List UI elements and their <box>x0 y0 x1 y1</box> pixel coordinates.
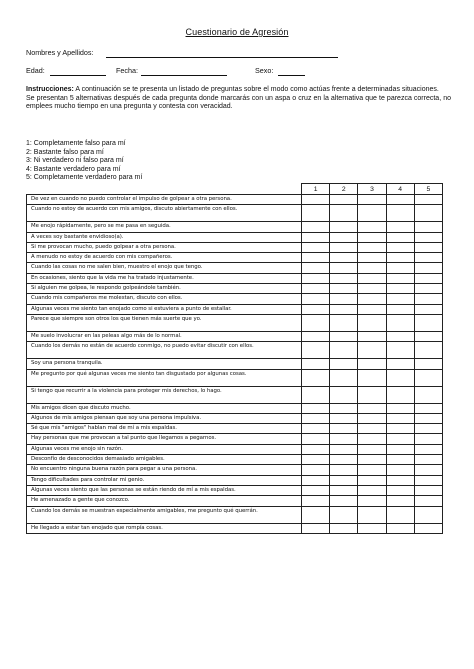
answer-cell-1[interactable] <box>302 434 330 444</box>
table-row <box>27 273 443 283</box>
answer-cell-2[interactable] <box>330 242 358 252</box>
answer-cell-3[interactable] <box>358 413 386 423</box>
answer-cell-2[interactable] <box>330 506 358 523</box>
answer-cell-1[interactable] <box>302 386 330 403</box>
answer-cell-4[interactable] <box>386 413 414 423</box>
answer-cell-4[interactable] <box>386 304 414 314</box>
answer-cell-1[interactable] <box>302 465 330 475</box>
answer-cell-2[interactable] <box>330 273 358 283</box>
scale-item: 2: Bastante falso para mí <box>26 148 104 156</box>
answer-cell-4[interactable] <box>386 369 414 386</box>
answer-cell-5[interactable] <box>414 369 442 386</box>
table-row <box>27 424 443 434</box>
sex-label: Sexo: <box>255 66 274 75</box>
answer-cell-3[interactable] <box>358 222 386 232</box>
table-row <box>27 475 443 485</box>
answer-cell-1[interactable] <box>302 195 330 205</box>
answer-cell-5[interactable] <box>414 331 442 341</box>
questionnaire-table <box>26 183 443 534</box>
table-row <box>27 403 443 413</box>
answer-cell-4[interactable] <box>386 386 414 403</box>
answer-cell-4[interactable] <box>386 506 414 523</box>
question-text: Algunas veces siento que las personas se están riendo de mí a mis espaldas. <box>27 485 302 495</box>
answer-cell-3[interactable] <box>358 304 386 314</box>
answer-cell-4[interactable] <box>386 434 414 444</box>
answer-cell-1[interactable] <box>302 496 330 506</box>
answer-cell-2[interactable] <box>330 195 358 205</box>
answer-cell-2[interactable] <box>330 284 358 294</box>
answer-cell-1[interactable] <box>302 413 330 423</box>
answer-cell-3[interactable] <box>358 195 386 205</box>
answer-cell-1[interactable] <box>302 444 330 454</box>
table-row <box>27 413 443 423</box>
answer-cell-3[interactable] <box>358 455 386 465</box>
answer-cell-5[interactable] <box>414 475 442 485</box>
answer-cell-1[interactable] <box>302 273 330 283</box>
answer-cell-5[interactable] <box>414 485 442 495</box>
answer-cell-2[interactable] <box>330 496 358 506</box>
table-header-row <box>27 184 443 195</box>
answer-cell-2[interactable] <box>330 475 358 485</box>
question-text: Me suelo involucrar en las peleas algo más de lo normal. <box>27 331 302 341</box>
question-text: De vez en cuando no puedo controlar el impulso de golpear a otra persona. <box>27 195 302 205</box>
answer-cell-5[interactable] <box>414 523 442 533</box>
header-option: 3 <box>358 184 386 195</box>
table-row <box>27 263 443 273</box>
answer-cell-2[interactable] <box>330 465 358 475</box>
answer-cell-5[interactable] <box>414 342 442 359</box>
answer-cell-5[interactable] <box>414 263 442 273</box>
table-row <box>27 314 443 331</box>
question-text: Me pregunto por qué algunas veces me siento tan disgustado por algunas cosas. <box>27 369 302 386</box>
answer-cell-3[interactable] <box>358 273 386 283</box>
answer-cell-4[interactable] <box>386 455 414 465</box>
question-text: Cuando los demás se muestran especialmente amigables, me pregunto qué querrán. <box>27 506 302 523</box>
answer-cell-5[interactable] <box>414 506 442 523</box>
answer-cell-4[interactable] <box>386 496 414 506</box>
question-text: Si alguien me golpea, le respondo golpeándole también. <box>27 284 302 294</box>
answer-cell-2[interactable] <box>330 304 358 314</box>
question-text: A menudo no estoy de acuerdo con mis compañeros. <box>27 253 302 263</box>
question-text: He llegado a estar tan enojado que rompía cosas. <box>27 523 302 533</box>
table-row <box>27 242 443 252</box>
answer-cell-5[interactable] <box>414 222 442 232</box>
date-field[interactable] <box>141 75 227 76</box>
table-row <box>27 386 443 403</box>
question-text: Algunas veces me siento tan enojado como si estuviera a punto de estallar. <box>27 304 302 314</box>
table-row <box>27 331 443 341</box>
answer-cell-4[interactable] <box>386 424 414 434</box>
table-row <box>27 523 443 533</box>
answer-cell-4[interactable] <box>386 195 414 205</box>
header-option: 2 <box>330 184 358 195</box>
answer-cell-5[interactable] <box>414 455 442 465</box>
scale-item: 5: Completamente verdadero para mí <box>26 174 143 182</box>
answer-cell-1[interactable] <box>302 284 330 294</box>
answer-cell-5[interactable] <box>414 273 442 283</box>
table-row <box>27 455 443 465</box>
question-text: Soy una persona tranquila. <box>27 359 302 369</box>
answer-cell-3[interactable] <box>358 523 386 533</box>
answer-cell-5[interactable] <box>414 294 442 304</box>
answer-cell-4[interactable] <box>386 253 414 263</box>
answer-cell-4[interactable] <box>386 485 414 495</box>
answer-cell-3[interactable] <box>358 506 386 523</box>
scale-item: 3: Ni verdadero ni falso para mí <box>26 157 124 165</box>
answer-cell-1[interactable] <box>302 242 330 252</box>
table-row <box>27 369 443 386</box>
answer-cell-5[interactable] <box>414 386 442 403</box>
table-row <box>27 359 443 369</box>
age-label: Edad: <box>26 66 45 75</box>
answer-cell-4[interactable] <box>386 242 414 252</box>
answer-cell-5[interactable] <box>414 359 442 369</box>
question-text: Si tengo que recurrir a la violencia para proteger mis derechos, lo hago. <box>27 386 302 403</box>
answer-cell-1[interactable] <box>302 222 330 232</box>
answer-cell-2[interactable] <box>330 314 358 331</box>
question-text: Algunas veces me enojo sin razón. <box>27 444 302 454</box>
answer-cell-1[interactable] <box>302 523 330 533</box>
answer-cell-1[interactable] <box>302 232 330 242</box>
question-text: Cuando mis compañeros me molestan, discuto con ellos. <box>27 294 302 304</box>
answer-cell-5[interactable] <box>414 304 442 314</box>
answer-cell-1[interactable] <box>302 342 330 359</box>
question-text: Me enojo rápidamente, pero se me pasa en seguida. <box>27 222 302 232</box>
answer-cell-2[interactable] <box>330 424 358 434</box>
header-question <box>27 184 302 195</box>
answer-cell-4[interactable] <box>386 314 414 331</box>
table-row <box>27 253 443 263</box>
question-text: He amenazado a gente que conozco. <box>27 496 302 506</box>
answer-cell-4[interactable] <box>386 284 414 294</box>
table-row <box>27 284 443 294</box>
question-text: A veces soy bastante envidioso(a). <box>27 232 302 242</box>
answer-cell-1[interactable] <box>302 263 330 273</box>
answer-cell-3[interactable] <box>358 465 386 475</box>
answer-cell-3[interactable] <box>358 284 386 294</box>
answer-cell-3[interactable] <box>358 253 386 263</box>
questions-body <box>27 195 443 534</box>
question-text: En ocasiones, siento que la vida me ha tratado injustamente. <box>27 273 302 283</box>
answer-cell-2[interactable] <box>330 386 358 403</box>
sex-field[interactable] <box>278 75 305 76</box>
answer-cell-3[interactable] <box>358 434 386 444</box>
answer-cell-5[interactable] <box>414 424 442 434</box>
answer-cell-2[interactable] <box>330 205 358 222</box>
answer-cell-3[interactable] <box>358 263 386 273</box>
answer-cell-4[interactable] <box>386 222 414 232</box>
table-row <box>27 232 443 242</box>
answer-cell-5[interactable] <box>414 232 442 242</box>
answer-cell-4[interactable] <box>386 205 414 222</box>
question-text: Parece que siempre son otros los que tienen más suerte que yo. <box>27 314 302 331</box>
answer-cell-2[interactable] <box>330 232 358 242</box>
answer-cell-1[interactable] <box>302 475 330 485</box>
answer-cell-1[interactable] <box>302 359 330 369</box>
answer-cell-1[interactable] <box>302 304 330 314</box>
instructions-text-1: A continuación se te presenta un listado de preguntas sobre el modo como actúas frente a determinadas situaciones. <box>73 86 439 93</box>
question-text: Mis amigos dicen que discuto mucho. <box>27 403 302 413</box>
answer-cell-2[interactable] <box>330 485 358 495</box>
answer-cell-3[interactable] <box>358 314 386 331</box>
answer-cell-4[interactable] <box>386 523 414 533</box>
header-option: 4 <box>386 184 414 195</box>
table-row <box>27 485 443 495</box>
answer-cell-4[interactable] <box>386 403 414 413</box>
answer-cell-1[interactable] <box>302 369 330 386</box>
answer-cell-2[interactable] <box>330 253 358 263</box>
answer-cell-5[interactable] <box>414 284 442 294</box>
answer-cell-5[interactable] <box>414 253 442 263</box>
answer-cell-1[interactable] <box>302 331 330 341</box>
question-text: Si me provocan mucho, puedo golpear a otra persona. <box>27 242 302 252</box>
scale-legend <box>26 140 142 183</box>
answer-cell-3[interactable] <box>358 386 386 403</box>
table-row <box>27 205 443 222</box>
answer-cell-5[interactable] <box>414 444 442 454</box>
answer-cell-5[interactable] <box>414 205 442 222</box>
answer-cell-4[interactable] <box>386 263 414 273</box>
answer-cell-4[interactable] <box>386 273 414 283</box>
name-label: Nombres y Apellidos: <box>26 48 94 57</box>
table-row <box>27 496 443 506</box>
question-text: Desconfío de desconocidos demasiado amigables. <box>27 455 302 465</box>
question-text: Tengo dificultades para controlar mi genio. <box>27 475 302 485</box>
answer-cell-4[interactable] <box>386 444 414 454</box>
answer-cell-2[interactable] <box>330 523 358 533</box>
answer-cell-5[interactable] <box>414 465 442 475</box>
instructions-text-2: Se presentan 5 alternativas después de cada pregunta donde marcarás con un aspa o cruz en la alternativa que te parezca correcta, no emplees mucho tiempo en una pregunta y contesta con veracidad. <box>26 94 451 111</box>
page-title: Cuestionario de Agresión <box>185 27 289 37</box>
table-row <box>27 465 443 475</box>
answer-cell-1[interactable] <box>302 403 330 413</box>
answer-cell-2[interactable] <box>330 403 358 413</box>
answer-cell-4[interactable] <box>386 465 414 475</box>
answer-cell-2[interactable] <box>330 434 358 444</box>
question-text: Hay personas que me provocan a tal punto que llegamos a pegarnos. <box>27 434 302 444</box>
answer-cell-4[interactable] <box>386 342 414 359</box>
date-label: Fecha: <box>116 66 138 75</box>
table-row <box>27 222 443 232</box>
answer-cell-5[interactable] <box>414 413 442 423</box>
answer-cell-3[interactable] <box>358 444 386 454</box>
question-text: Sé que mis "amigos" hablan mal de mí a mis espaldas. <box>27 424 302 434</box>
answer-cell-4[interactable] <box>386 294 414 304</box>
table-row <box>27 506 443 523</box>
table-row <box>27 342 443 359</box>
header-option: 5 <box>414 184 442 195</box>
answer-cell-1[interactable] <box>302 205 330 222</box>
answer-cell-3[interactable] <box>358 359 386 369</box>
answer-cell-3[interactable] <box>358 485 386 495</box>
table-row <box>27 444 443 454</box>
answer-cell-1[interactable] <box>302 455 330 465</box>
question-text: No encuentro ninguna buena razón para pegar a una persona. <box>27 465 302 475</box>
answer-cell-3[interactable] <box>358 205 386 222</box>
answer-cell-3[interactable] <box>358 242 386 252</box>
answer-cell-2[interactable] <box>330 413 358 423</box>
answer-cell-4[interactable] <box>386 359 414 369</box>
answer-cell-2[interactable] <box>330 342 358 359</box>
answer-cell-3[interactable] <box>358 403 386 413</box>
instructions-heading: Instrucciones: <box>26 86 74 93</box>
answer-cell-1[interactable] <box>302 253 330 263</box>
table-row <box>27 304 443 314</box>
question-text: Cuando las cosas no me salen bien, muestro el enojo que tengo. <box>27 263 302 273</box>
question-text: Algunos de mis amigos piensan que soy una persona impulsiva. <box>27 413 302 423</box>
header-option: 1 <box>302 184 330 195</box>
answer-cell-4[interactable] <box>386 232 414 242</box>
answer-cell-3[interactable] <box>358 496 386 506</box>
answer-cell-5[interactable] <box>414 434 442 444</box>
answer-cell-3[interactable] <box>358 424 386 434</box>
answer-cell-2[interactable] <box>330 331 358 341</box>
answer-cell-1[interactable] <box>302 314 330 331</box>
answer-cell-1[interactable] <box>302 506 330 523</box>
table-row <box>27 294 443 304</box>
answer-cell-5[interactable] <box>414 195 442 205</box>
scale-item: 4: Bastante verdadero para mí <box>26 165 121 173</box>
answer-cell-4[interactable] <box>386 475 414 485</box>
answer-cell-3[interactable] <box>358 369 386 386</box>
answer-cell-3[interactable] <box>358 342 386 359</box>
answer-cell-3[interactable] <box>358 232 386 242</box>
question-text: Cuando no estoy de acuerdo con mis amigos, discuto abiertamente con ellos. <box>27 205 302 222</box>
table-row <box>27 195 443 205</box>
answer-cell-2[interactable] <box>330 359 358 369</box>
answer-cell-4[interactable] <box>386 331 414 341</box>
answer-cell-2[interactable] <box>330 294 358 304</box>
answer-cell-5[interactable] <box>414 242 442 252</box>
answer-cell-2[interactable] <box>330 222 358 232</box>
answer-cell-2[interactable] <box>330 455 358 465</box>
question-text: Cuando los demás no están de acuerdo conmigo, no puedo evitar discutir con ellos. <box>27 342 302 359</box>
instructions <box>26 86 451 112</box>
answer-cell-3[interactable] <box>358 331 386 341</box>
answer-cell-3[interactable] <box>358 294 386 304</box>
answer-cell-5[interactable] <box>414 314 442 331</box>
answer-cell-2[interactable] <box>330 369 358 386</box>
scale-item: 1: Completamente falso para mí <box>26 140 126 147</box>
answer-cell-1[interactable] <box>302 294 330 304</box>
age-field[interactable] <box>50 75 106 76</box>
name-field[interactable] <box>106 57 338 58</box>
answer-cell-5[interactable] <box>414 403 442 413</box>
answer-cell-5[interactable] <box>414 496 442 506</box>
answer-cell-2[interactable] <box>330 263 358 273</box>
answer-cell-1[interactable] <box>302 424 330 434</box>
answer-cell-2[interactable] <box>330 444 358 454</box>
answer-cell-1[interactable] <box>302 485 330 495</box>
table-row <box>27 434 443 444</box>
answer-cell-3[interactable] <box>358 475 386 485</box>
